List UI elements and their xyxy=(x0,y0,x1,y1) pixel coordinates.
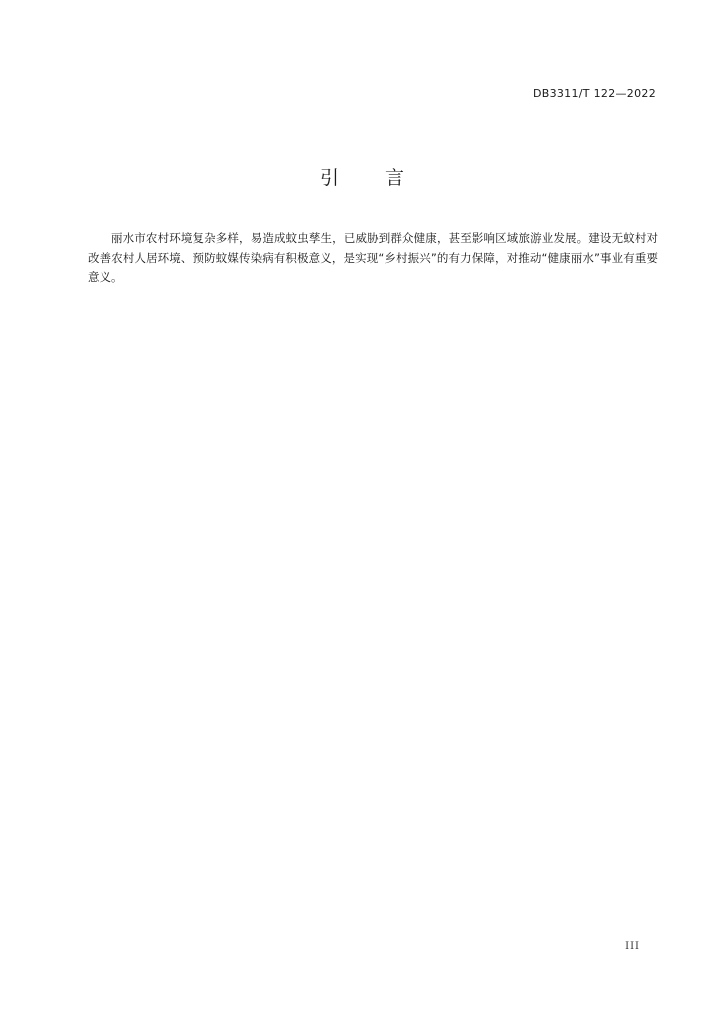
section-title xyxy=(0,163,724,190)
page-number: III xyxy=(625,941,640,952)
section-title-char-1: 引 xyxy=(319,167,339,189)
section-title-char-2: 言 xyxy=(385,167,405,189)
standard-code: DB3311/T 122—2022 xyxy=(532,87,656,100)
introduction-paragraph: 丽水市农村环境复杂多样，易造成蚊虫孳生，已威胁到群众健康，甚至影响区域旅游业发展。建设无蚊村对改善农村人居环境、预防蚊媒传染病有积极意义，是实现“乡村振兴”的有力保障，对推动“健康丽水”事业有重要意义。 xyxy=(88,231,658,284)
